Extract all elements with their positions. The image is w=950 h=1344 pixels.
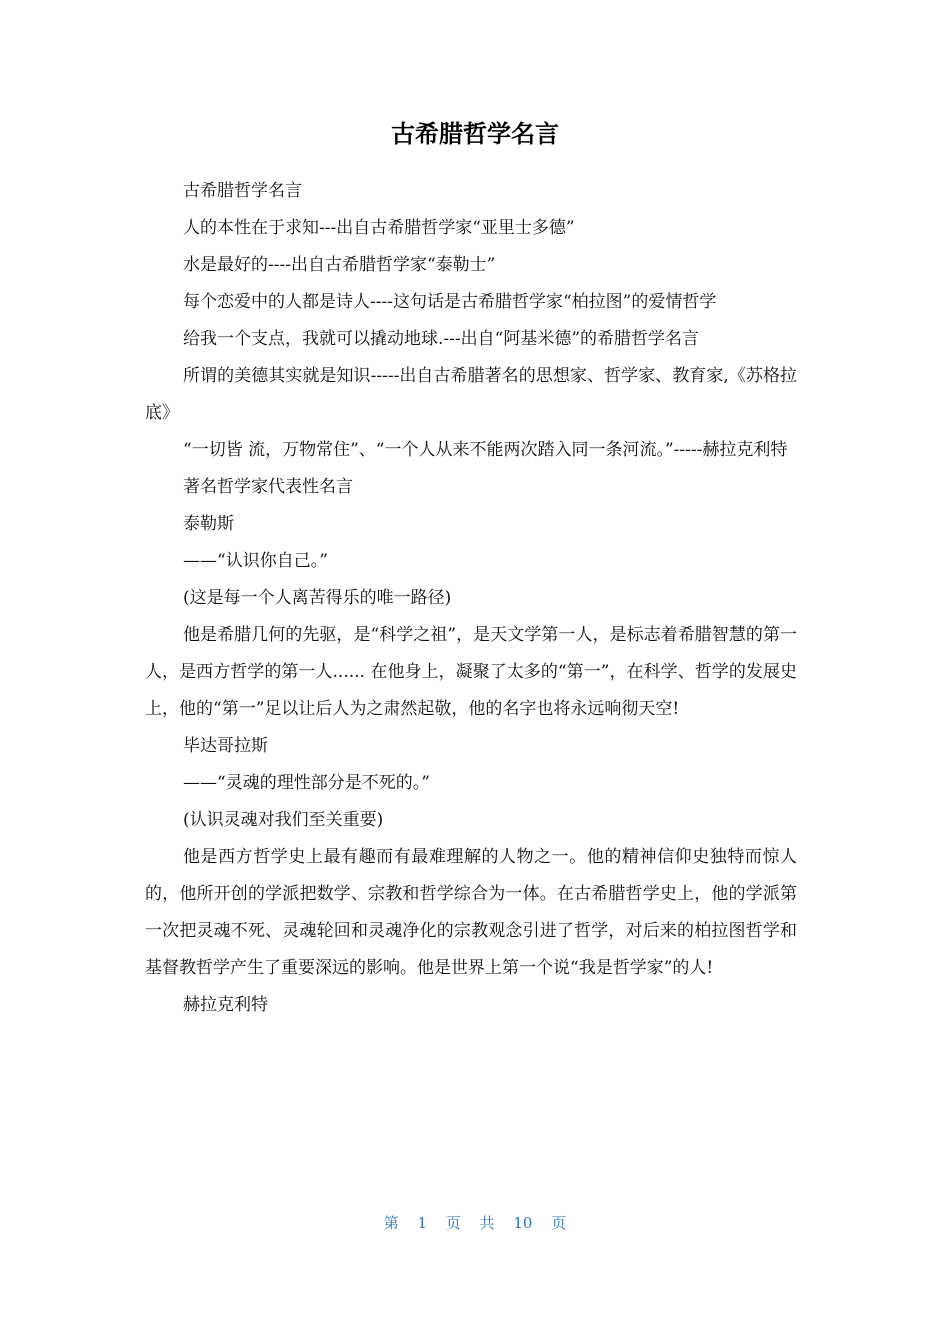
quote-plato: 每个恋爱中的人都是诗人----这句话是古希腊哲学家“柏拉图”的爱情哲学 bbox=[183, 292, 717, 312]
philosopher-name-heraclitus: 赫拉克利特 bbox=[183, 995, 268, 1015]
pythagoras-description: 他是西方哲学史上最有趣而有最难理解的人物之一。他的精神信仰史独特而惊人的，他所开创的学派把数学、宗教和哲学综合为一体。在古希腊哲学史上，他的学派第一次把灵魂不死、灵魂轮回和灵魂净化的宗教观念引进了哲学，对后来的柏拉图哲学和基督教哲学产生了重要深远的影响。他是世界上第一个说“我是哲学家”的人! bbox=[145, 847, 797, 978]
quote-archimedes: 给我一个支点，我就可以撬动地球.---出自“阿基米德”的希腊哲学名言 bbox=[183, 329, 700, 349]
page-number-footer: 第 1 页 共 10 页 bbox=[383, 1214, 567, 1232]
philosopher-name-pythagoras: 毕达哥拉斯 bbox=[183, 736, 268, 756]
pythagoras-note: (认识灵魂对我们至关重要) bbox=[183, 810, 384, 830]
pythagoras-quote: ——“灵魂的理性部分是不死的。” bbox=[183, 773, 430, 793]
paragraph-heading: 古希腊哲学名言 bbox=[183, 181, 302, 201]
quote-heraclitus: “一切皆 流，万物常住”、“一个人从来不能两次踏入同一条河流。”-----赫拉克利特 bbox=[183, 440, 788, 460]
philosopher-name-thales: 泰勒斯 bbox=[183, 514, 234, 534]
document-title: 古希腊哲学名言 bbox=[391, 120, 559, 148]
thales-description: 他是希腊几何的先驱，是“科学之祖”，是天文学第一人，是标志着希腊智慧的第一人，是西方哲学的第一人...... 在他身上，凝聚了太多的“第一”，在科学、哲学的发展史上，他的“第一”足以让后人为之肃然起敬，他的名字也将永远响彻天空! bbox=[145, 625, 797, 719]
section-heading: 著名哲学家代表性名言 bbox=[183, 477, 353, 497]
thales-quote: ——“认识你自己。” bbox=[183, 551, 328, 571]
quote-socrates: 所谓的美德其实就是知识-----出自古希腊著名的思想家、哲学家、教育家,《苏格拉底》 bbox=[145, 366, 797, 423]
thales-note: (这是每一个人离苦得乐的唯一路径) bbox=[183, 588, 452, 608]
quote-thales: 水是最好的----出自古希腊哲学家“泰勒士” bbox=[183, 255, 496, 275]
document-body bbox=[145, 173, 797, 1024]
quote-aristotle: 人的本性在于求知---出自古希腊哲学家“亚里士多德” bbox=[183, 218, 575, 238]
